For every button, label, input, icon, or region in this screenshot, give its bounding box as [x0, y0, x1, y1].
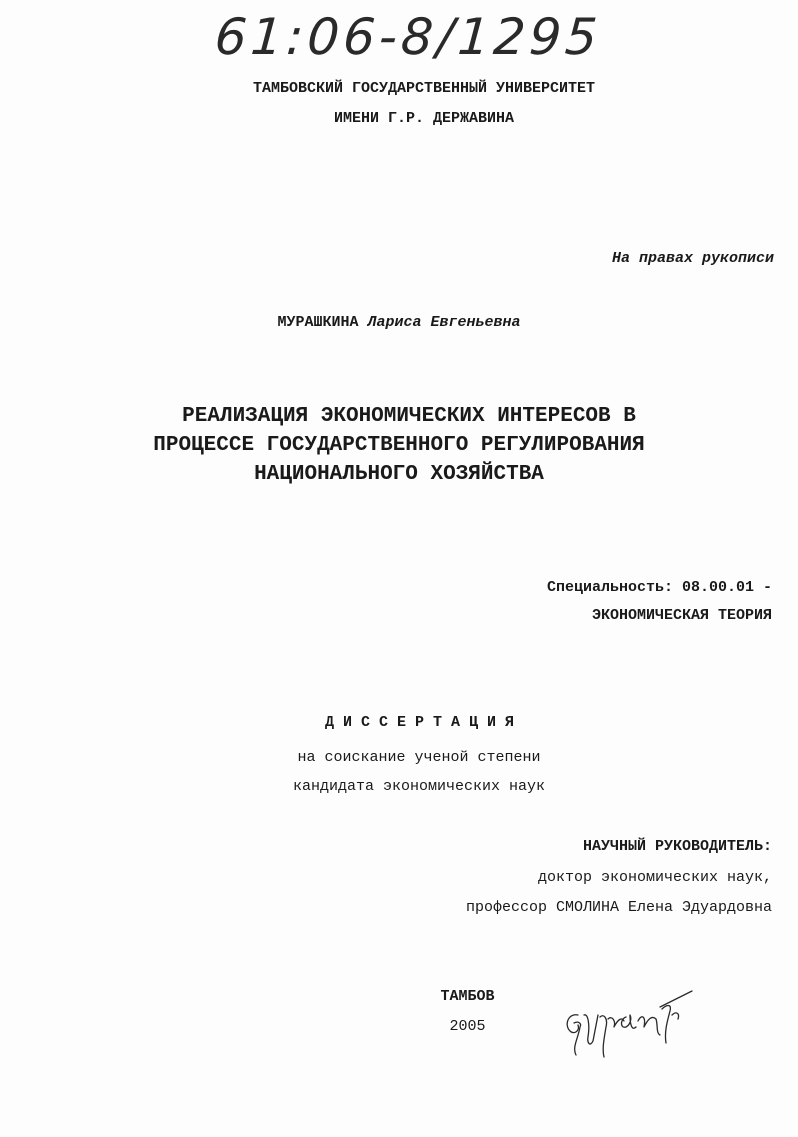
document-type: ДИССЕРТАЦИЯ	[324, 714, 524, 731]
dissertation-title-line-1: РЕАЛИЗАЦИЯ ЭКОНОМИЧЕСКИХ ИНТЕРЕСОВ В	[182, 405, 636, 428]
degree-purpose-line-1: на соискание ученой степени	[297, 749, 541, 766]
supervisor-degree: доктор экономических наук,	[537, 869, 772, 886]
handwritten-registry-number: 61:06-8/1295	[212, 8, 604, 66]
dissertation-title-line-2: ПРОЦЕССЕ ГОСУДАРСТВЕННОГО РЕГУЛИРОВАНИЯ	[153, 434, 645, 457]
university-dedication: ИМЕНИ Г.Р. ДЕРЖАВИНА	[333, 110, 515, 127]
handwritten-signature	[560, 985, 710, 1060]
author-surname: МУРАШКИНА	[277, 314, 359, 331]
year: 2005	[449, 1018, 486, 1035]
specialty-name: ЭКОНОМИЧЕСКАЯ ТЕОРИЯ	[591, 607, 772, 624]
manuscript-rights-note: На правах рукописи	[611, 250, 774, 267]
supervisor-label: НАУЧНЫЙ РУКОВОДИТЕЛЬ:	[582, 838, 772, 855]
city: ТАМБОВ	[440, 988, 495, 1005]
specialty-code: Специальность: 08.00.01 -	[546, 579, 772, 596]
university-name: ТАМБОВСКИЙ ГОСУДАРСТВЕННЫЙ УНИВЕРСИТЕТ	[252, 80, 596, 97]
author-given-names: Лариса Евгеньевна	[367, 314, 521, 331]
supervisor-name: профессор СМОЛИНА Елена Эдуардовна	[465, 899, 772, 916]
degree-purpose-line-2: кандидата экономических наук	[292, 778, 546, 795]
dissertation-title-line-3: НАЦИОНАЛЬНОГО ХОЗЯЙСТВА	[254, 463, 544, 486]
author-name	[0, 314, 798, 331]
